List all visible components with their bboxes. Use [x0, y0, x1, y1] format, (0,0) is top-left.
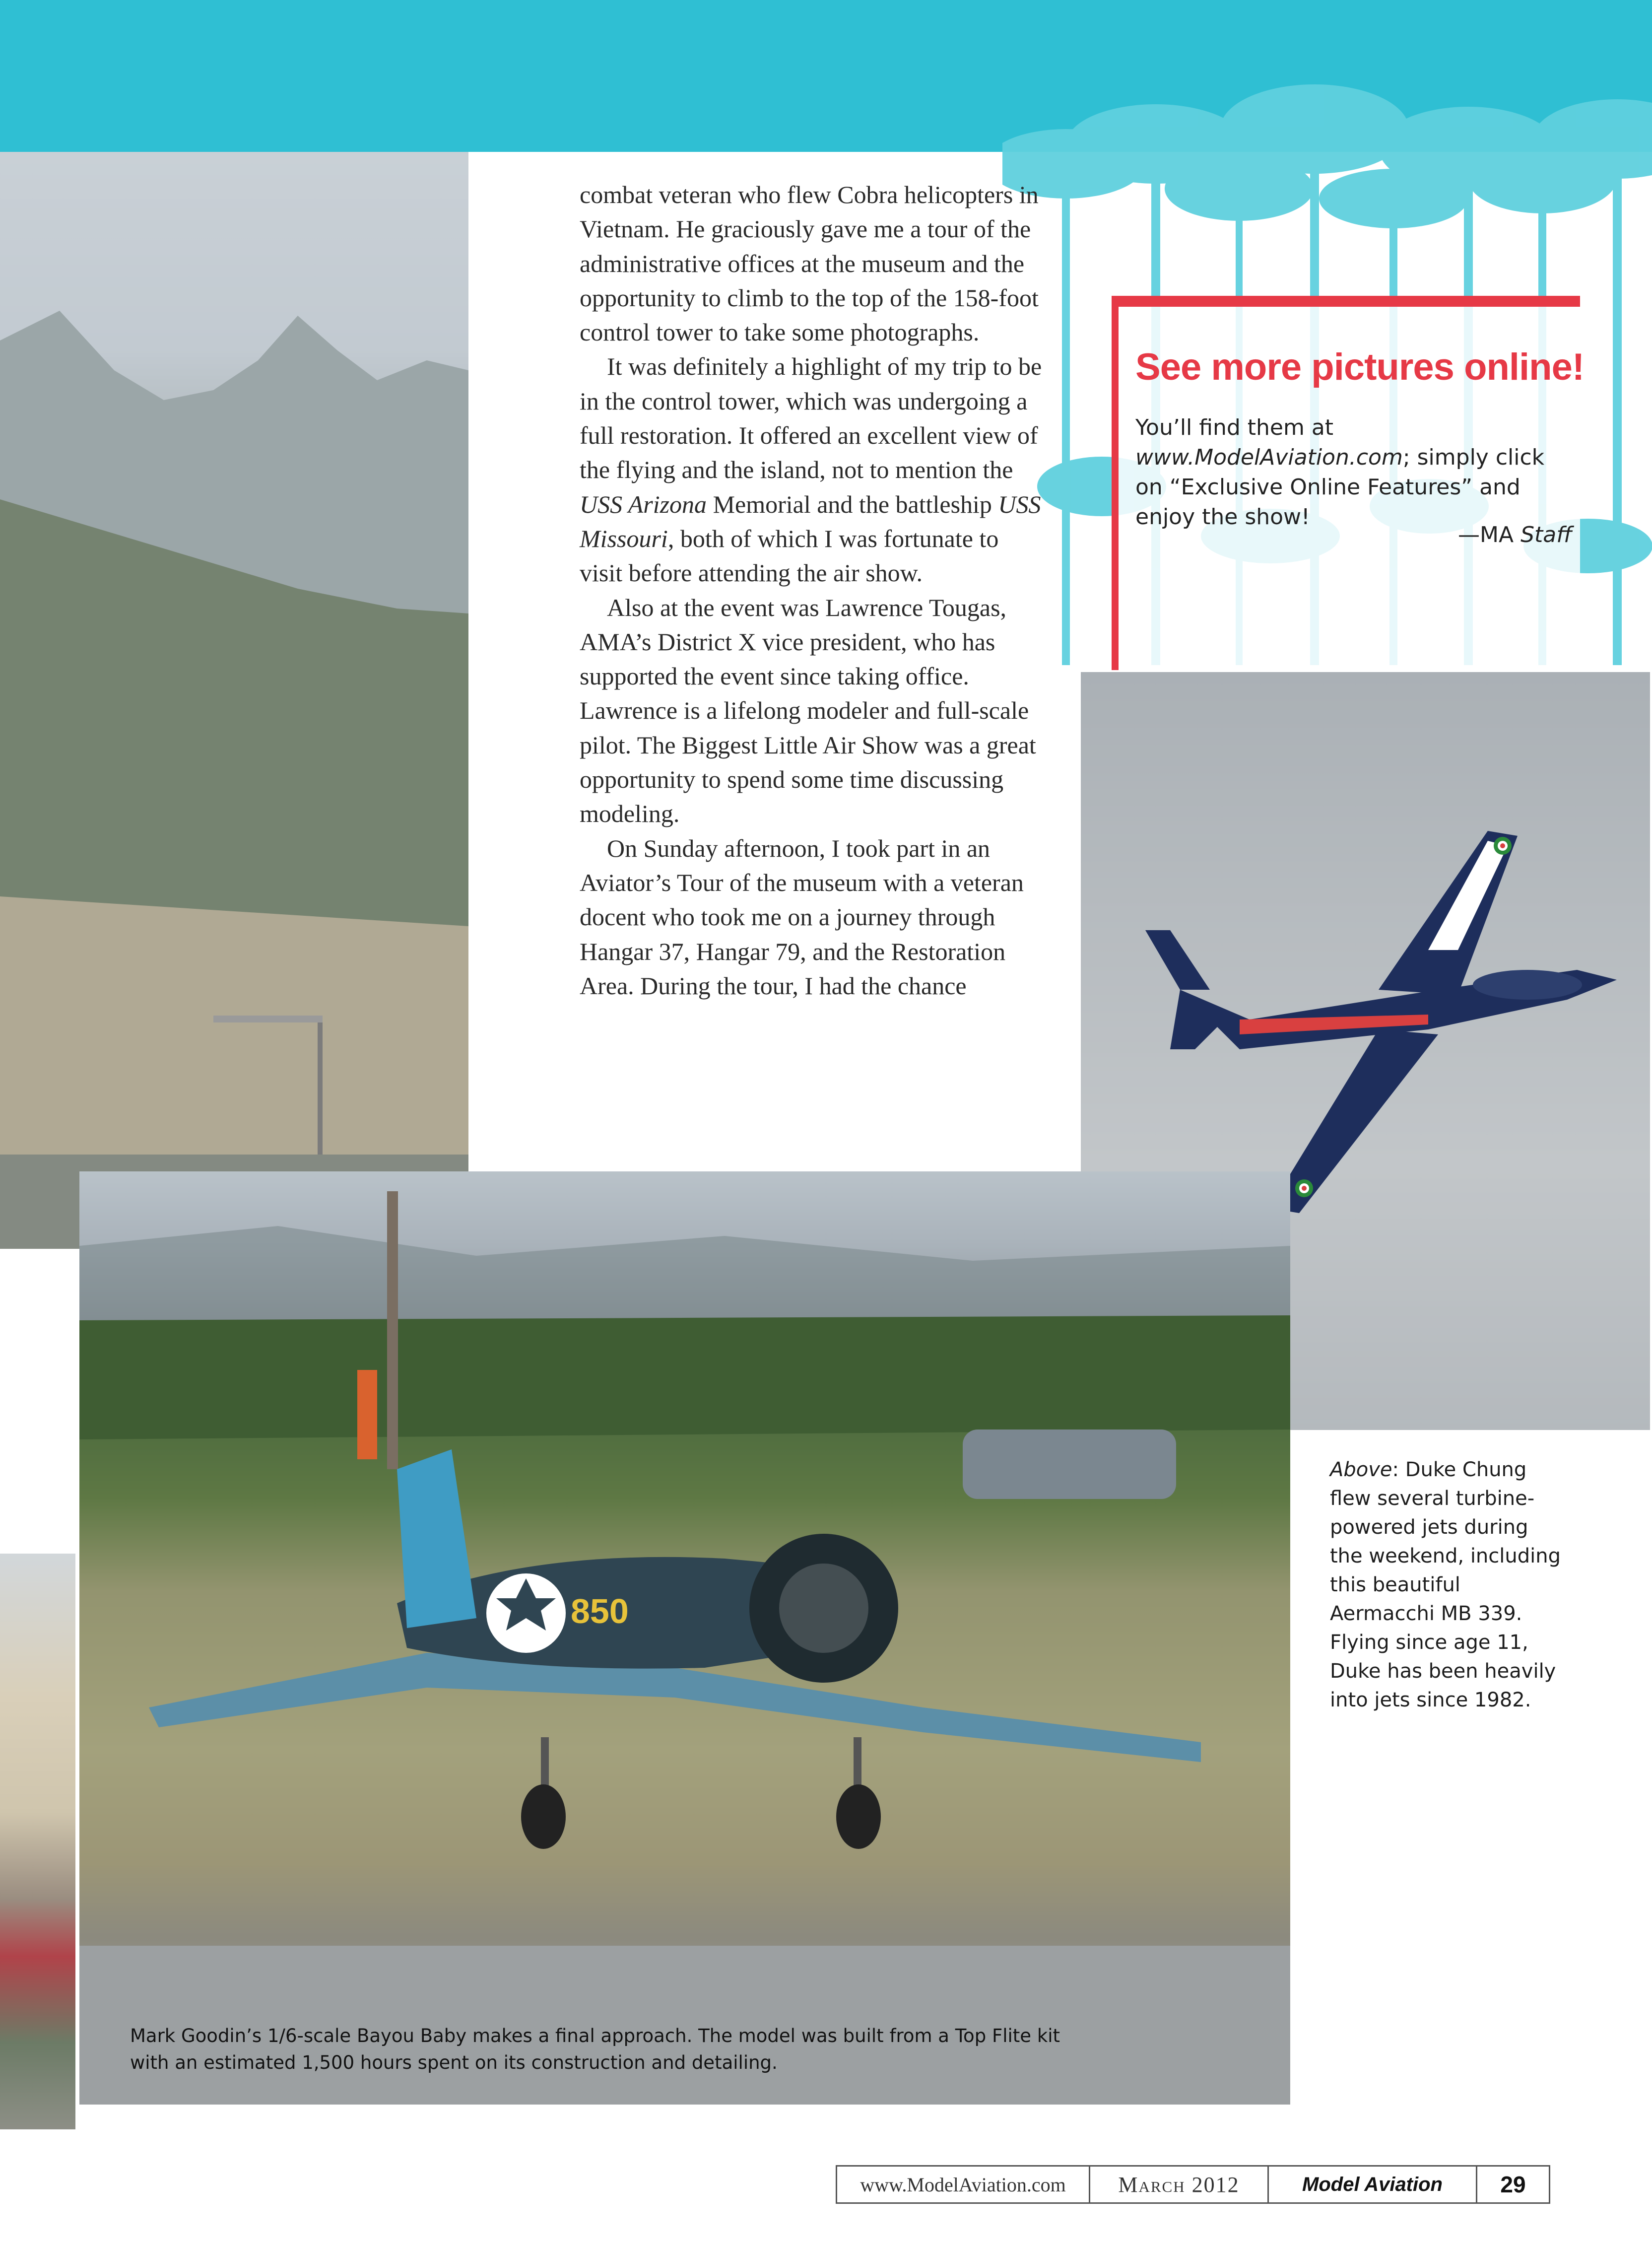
aircraft-number-marking: 850: [571, 1592, 629, 1631]
jet-photo-caption: Above: Duke Chung flew several turbine-powered jets during the weekend, including this beautiful Aermacchi MB 339. Flying since age 11, Duke has been heavily into jets since 1982.: [1330, 1458, 1561, 1711]
mountain-landscape-photo: [0, 152, 468, 1249]
footer-issue-date: March 2012: [1090, 2167, 1269, 2202]
sidebar-left-rule: [1112, 296, 1119, 673]
sidebar-top-rule: [1112, 296, 1580, 307]
article-paragraph: On Sunday afternoon, I took part in an Aviator’s Tour of the museum with a veteran docent who took me on a journey through Hangar 37, Hangar 79, and the Restoration Area. During the tour, I had the chance: [580, 834, 1024, 1000]
crowd-building-photo: [0, 1554, 75, 2129]
article-body: [580, 178, 1046, 1003]
sidebar-body: You’ll find them at www.ModelAviation.com; simply click on “Exclusive Online Features” and enjoy the show!: [1135, 415, 1545, 530]
article-paragraph: It was definitely a highlight of my trip to be in the control tower, which was undergoing a full restoration. It offered an excellent view of the flying and the island, not to mention the USS Arizona Memorial and the battleship USS Missouri, both of which I was fortunate to visit before attending the air show.: [580, 352, 1042, 587]
corsair-illustration: [79, 1171, 1290, 2105]
footer-website[interactable]: www.ModelAviation.com: [837, 2167, 1090, 2202]
article-paragraph: combat veteran who flew Cobra helicopters in Vietnam. He graciously gave me a tour of the administrative offices at the museum and the opportunity to climb to the top of the 158-foot control tower to take some photographs.: [580, 181, 1039, 346]
corsair-photo-caption: Mark Goodin’s 1/6-scale Bayou Baby makes a final approach. The model was built from a Top Flite kit with an estimated 1,500 hours spent on its construction and detailing.: [130, 2025, 1060, 2073]
sidebar-title: See more pictures online!: [1135, 346, 1585, 388]
sidebar-signature: —MA Staff: [1458, 522, 1572, 547]
article-paragraph: Also at the event was Lawrence Tougas, AMA’s District X vice president, who has supported the event since taking office. Lawrence is a lifelong modeler and full-scale pilot. The Biggest Little Air Show was a great opportunity to spend some time discussing modeling.: [580, 593, 1036, 828]
corsair-model-photo: [79, 1171, 1290, 2105]
footer-magazine-name: Model Aviation: [1269, 2167, 1477, 2202]
mountain-silhouette: [0, 152, 468, 1249]
online-pictures-sidebar: [1112, 296, 1585, 673]
page-footer: [836, 2165, 1550, 2204]
sidebar-url-link[interactable]: www.ModelAviation.com: [1135, 445, 1403, 470]
page-number: 29: [1500, 2172, 1526, 2197]
